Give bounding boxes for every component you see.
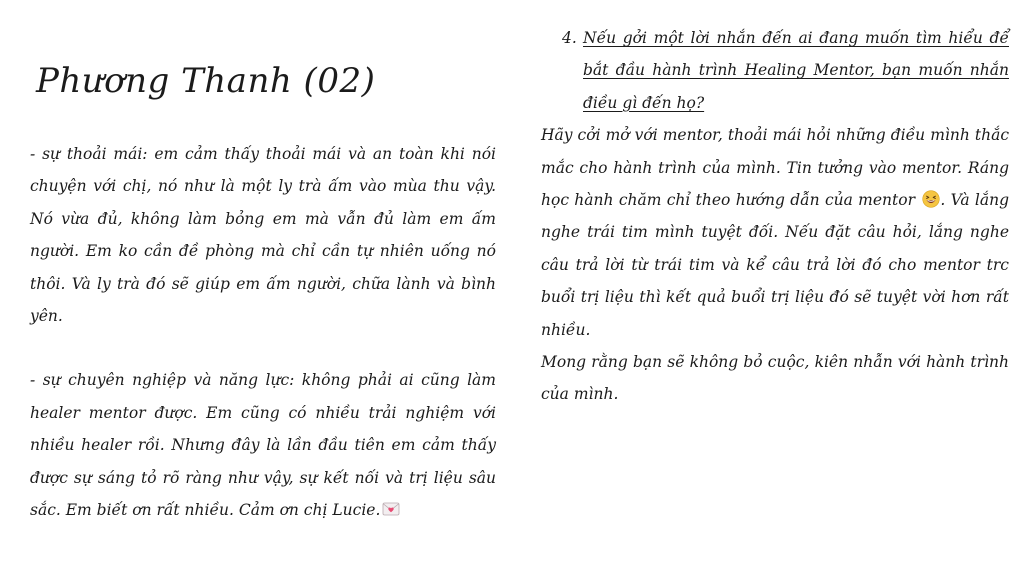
laughing-face-icon [922, 187, 940, 205]
paragraph-professionalism [30, 364, 496, 526]
answer-paragraph [541, 119, 1009, 346]
answer-text-part-2: . Và lắng nghe trái tim mình tuyệt đối. Nếu đặt câu hỏi, lắng nghe câu trả lời từ trái tim và kể câu trả lời đó cho mentor trc buổi trị liệu thì kết quả buổi trị liệu đó sẽ tuyệt vời hơn rất nhiều. [541, 191, 1010, 339]
left-column [30, 138, 496, 526]
answer-text-part-1: Hãy cởi mở với mentor, thoải mái hỏi những điều mình thắc mắc cho hành trình của mình. Tin tưởng vào mentor. Ráng học hành chăm chỉ theo hướng dẫn của mentor [541, 126, 1009, 210]
closing-paragraph [541, 346, 1009, 411]
paragraph-professionalism-text: - sự chuyên nghiệp và năng lực: không phải ai cũng làm healer mentor được. Em cũng có nhiều trải nghiệm với nhiều healer rồi. Nhưng đây là lần đầu tiên em cảm thấy được sự sáng tỏ rõ ràng như vậy, sự kết nối và trị liệu sâu sắc. Em biết ơn rất nhiều. Cảm ơn chị Lucie. [30, 371, 496, 520]
paragraph-comfort [30, 138, 496, 332]
paragraph-comfort-text: - sự thoải mái: em cảm thấy thoải mái và an toàn khi nói chuyện với chị, nó như là một ly trà ấm vào mùa thu vậy. Nó vừa đủ, không làm bỏng em mà vẫn đủ làm em ấm người. Em ko cần đề phòng mà chỉ cần tự nhiên uống nó thôi. Và ly trà đó sẽ giúp em ấm người, chữa lành và bình yên. [30, 145, 496, 326]
page-title: Phương Thanh (02) [36, 61, 376, 101]
right-column [541, 22, 1009, 411]
question-text: Nếu gởi một lời nhắn đến ai đang muốn tìm hiểu để bắt đầu hành trình Healing Mentor, bạn muốn nhắn điều gì đến họ? [583, 29, 1009, 112]
question-number: 4. [562, 29, 577, 47]
love-letter-icon [382, 497, 400, 515]
question-4 [541, 22, 1009, 119]
answer-text-part-3: Mong rằng bạn sẽ không bỏ cuộc, kiên nhẫn với hành trình của mình. [541, 353, 1009, 404]
